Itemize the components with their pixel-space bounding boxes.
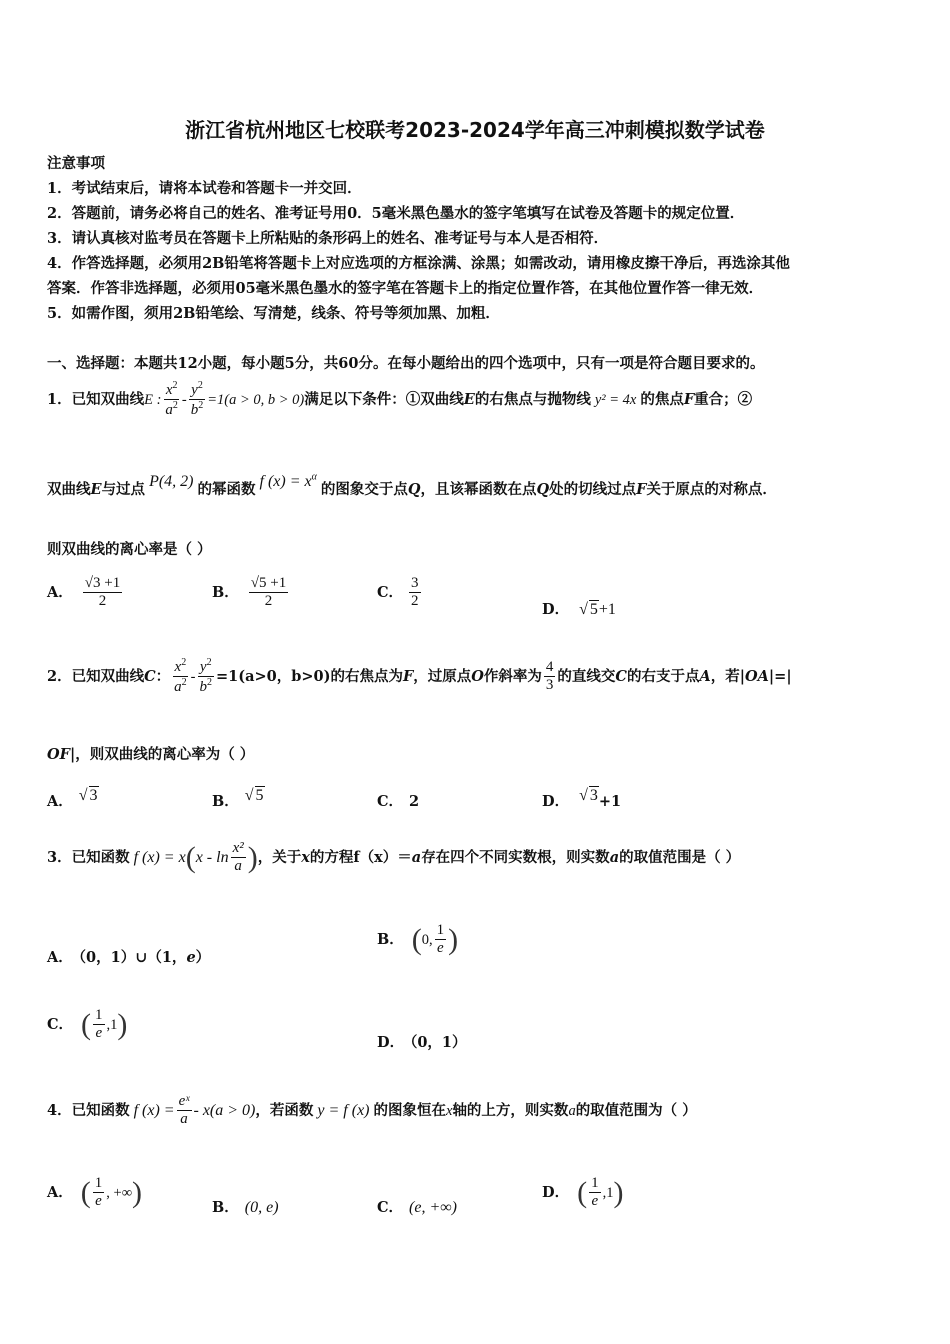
q3-option-a[interactable]: A． （0，1）∪（1，e）	[47, 949, 211, 966]
q2-option-b[interactable]: B． √ 5	[212, 787, 264, 810]
notice-item: 4．作答选择题，必须用2B铅笔将答题卡上对应选项的方框涂满、涂黑；如需改动，请用橡皮擦干净后，再选涂其他	[47, 255, 790, 272]
notice-item: 答案．作答非选择题，必须用05毫米黑色墨水的签字笔在答题卡上的指定位置作答，在其他位置作答一律无效．	[47, 280, 764, 297]
q4-option-b[interactable]: B． (0, e)	[212, 1199, 279, 1216]
page-title: 浙江省杭州地区七校联考2023-2024学年高三冲刺模拟数学试卷	[185, 118, 765, 142]
question-1-line-2: 双曲线E与过点 P(4, 2) 的幂函数 f $(x) = x^\alpha$的图象交于点Q，且该幂函数在点Q处的切线过点F关于原点的对称点．	[47, 471, 777, 498]
q4-option-d[interactable]: D． ( $\frac{1}{e}$ ,1)	[542, 1175, 624, 1210]
q2-option-c[interactable]: C． 2	[377, 793, 420, 810]
notice-item: 3．请认真核对监考员在答题卡上所粘贴的条形码上的姓名、准考证号与本人是否相符．	[47, 230, 609, 247]
question-1-line-1: 1．已知双曲线E : $\frac{x^2}{a^2}$ - $\frac{y^2}{b^2}$ =1(a > 0, b > 0)满足以下条件：①双曲线E的右焦点与抛物线 y² = 4x 的焦点F重合；②	[47, 380, 753, 419]
q4-option-a[interactable]: A． ( $\frac{1}{e}$ , +∞)	[47, 1175, 143, 1210]
question-1-line-3: 则双曲线的离心率是（ ）	[47, 541, 212, 558]
q1-option-d[interactable]: D． √ 5+1	[542, 601, 616, 618]
notice-heading: 注意事项	[47, 155, 105, 172]
notice-item: 5．如需作图，须用2B铅笔绘、写清楚，线条、符号等须加黑、加粗．	[47, 305, 500, 322]
question-4-line-1: 4．已知函数 f (x) = $\frac{\text{eˣ}}{a}$ - x(a > 0)，若函数 y = f (x) 的图象恒在x轴的上方，则实数a的取值范围为（ ）	[47, 1093, 697, 1128]
question-2-line-2: OF|，则双曲线的离心率为（ ）	[47, 746, 255, 763]
q3-option-b[interactable]: B． (0, $\frac{1}{e}$ )	[377, 922, 459, 957]
q2-option-d[interactable]: D． √ 3+1	[542, 787, 622, 810]
q1-option-a[interactable]: A． $\frac{√3 +1}{2}$	[47, 575, 121, 610]
q3-option-d[interactable]: D． （0，1）	[377, 1034, 467, 1051]
q2-option-a[interactable]: A． √ 3	[47, 787, 98, 810]
question-3-line-1: 3．已知函数 f (x) = x(x - ln $\frac{\text{x²}}{a}$ )，关于x的方程f（x）＝a存在四个不同实数根，则实数a的取值范围是（ ）	[47, 840, 741, 875]
question-2-line-1: 2．已知双曲线C： $\frac{x^2}{a^2}$ - $\frac{y^2}{b^2}$ =1(a>0，b>0)的右焦点为F，过原点O作斜率为 $\frac{4}{3}$ 的直线交C的右支于点A，若|OA|=|	[47, 657, 792, 696]
notice-item: 2．答题前，请务必将自己的姓名、准考证号用0．5毫米黑色墨水的签字笔填写在试卷及答题卡的规定位置．	[47, 205, 745, 222]
q1-option-b[interactable]: B． $\frac{√5 +1}{2}$	[212, 575, 287, 610]
q4-option-c[interactable]: C． (e, +∞)	[377, 1199, 458, 1216]
q3-option-c[interactable]: C． ( $\frac{1}{e}$ ,1)	[47, 1007, 128, 1042]
section-heading: 一、选择题：本题共12小题，每小题5分，共60分。在每小题给出的四个选项中，只有一项是符合题目要求的。	[47, 355, 765, 372]
q1-option-c[interactable]: C． $\frac{3}{2}$	[377, 575, 419, 610]
notice-item: 1．考试结束后，请将本试卷和答题卡一并交回．	[47, 180, 362, 197]
